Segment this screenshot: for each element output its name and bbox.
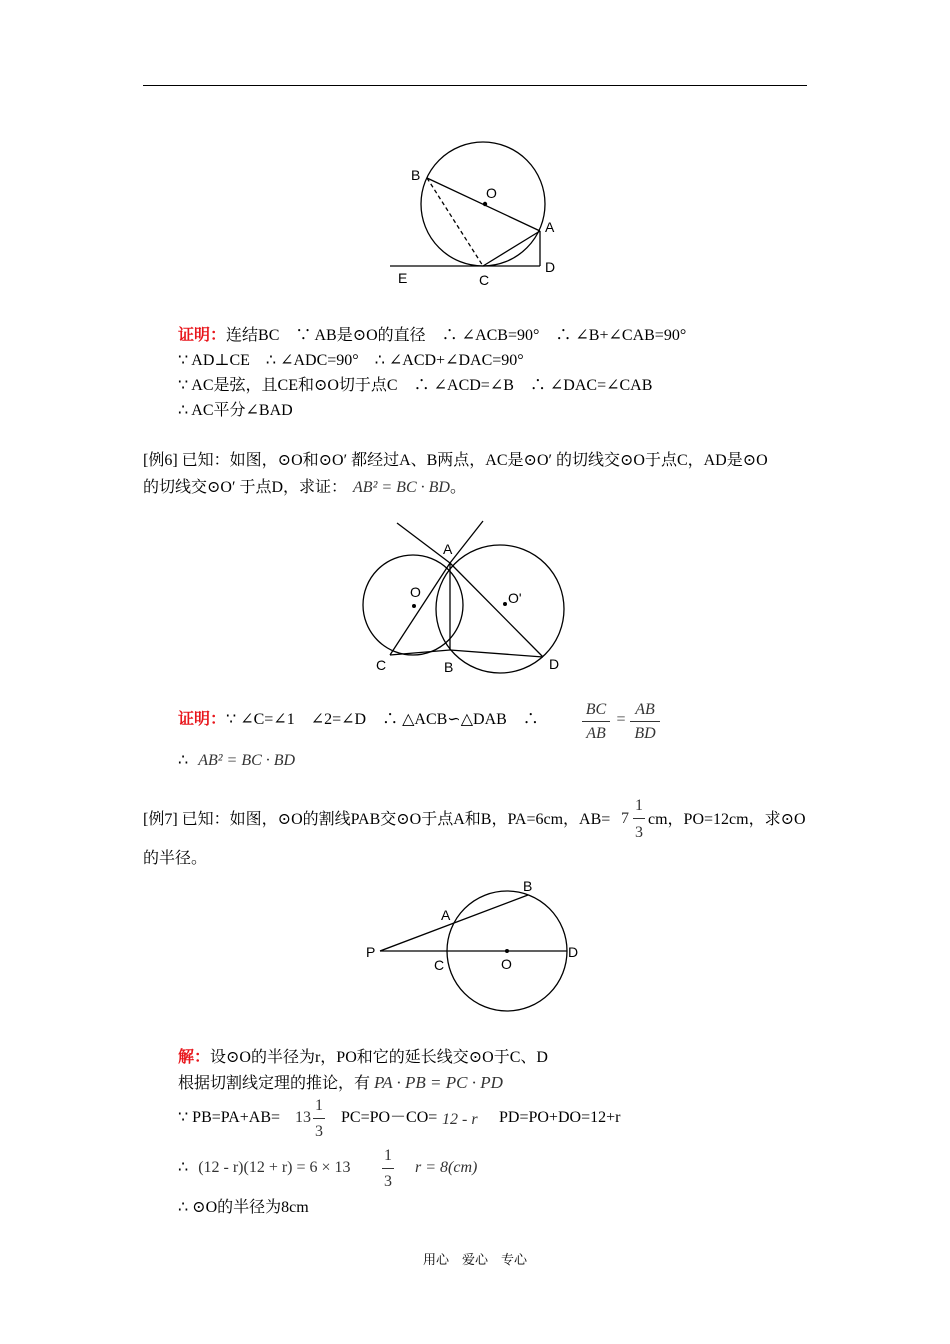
example7-ab-num: 1 [635, 797, 643, 814]
solution7-result: r = 8(cm) [415, 1159, 478, 1176]
fig3-label-o: O [501, 956, 512, 972]
fig1-label-b: B [411, 167, 421, 183]
fig1-label-o: O [486, 185, 497, 201]
proof6-frac2-bar [630, 721, 660, 722]
proof6-line-1: 证明：∵ ∠C=∠1 ∠2=∠D ∴ △ACB∽△DAB ∴ [178, 711, 539, 728]
fig2-label-d: D [549, 656, 560, 672]
solution7-line-3c: PD=PO+DO=12+r [499, 1109, 621, 1126]
header-rule [143, 85, 807, 86]
solution7-frac-den: 3 [384, 1173, 392, 1190]
fig3-label-c: C [434, 957, 445, 973]
solution7-line-4: ∴ (12 - r)(12 + r) = 6 × 13 [178, 1159, 351, 1176]
proof5-line-3: ∵ AC是弦，且CE和⊙O切于点C ∴ ∠ACD=∠B ∴ ∠DAC=∠CAB [178, 377, 653, 394]
proof5-line-4: ∴ AC平分∠BAD [178, 402, 293, 419]
proof6-frac2-den: BD [634, 725, 656, 742]
fig2-label-o-prime: O' [508, 590, 522, 606]
fig3-label-a: A [441, 907, 451, 923]
fig2-label-b: B [444, 659, 454, 675]
solution7-frac-num: 1 [384, 1147, 392, 1164]
proof6-eq: = [616, 711, 626, 728]
fig3-label-b: B [523, 878, 533, 894]
figure-2-two-circles [360, 515, 580, 680]
solution7-pb-num: 1 [315, 1097, 323, 1114]
solution7-pb-den: 3 [315, 1123, 323, 1140]
example7-line-1: [例7] 已知：如图，⊙O的割线PAB交⊙O于点A和B，PA=6cm，AB= [143, 811, 611, 828]
fig3-label-d: D [568, 944, 579, 960]
fig2-label-c: C [376, 657, 387, 673]
proof6-frac2-num: AB [635, 701, 655, 718]
fig1-label-a: A [545, 219, 555, 235]
example7-line-1-end: cm，PO=12cm，求⊙O [648, 811, 806, 828]
example6-line-2: 的切线交⊙O′ 于点D，求证： AB² = BC · BD。 [143, 479, 466, 496]
example7-ab-bar [633, 818, 645, 819]
proof5-line-1: 证明：连结BC ∵ AB是⊙O的直径 ∴ ∠ACB=90° ∴ ∠B+∠CAB=90° [178, 327, 687, 344]
proof6-frac1-num: BC [585, 701, 607, 718]
fig1-label-e: E [398, 270, 408, 286]
example7-line-2: 的半径。 [143, 850, 208, 867]
fig1-label-c: C [479, 272, 490, 288]
fig1-label-d: D [545, 259, 556, 275]
proof-label: 证明： [178, 327, 227, 344]
example7-ab-whole: 7 [621, 810, 629, 827]
figure-3-secant [362, 876, 587, 1013]
fig2-label-o: O [410, 584, 421, 600]
solution7-line-3a: ∵ PB=PA+AB= [178, 1109, 281, 1126]
proof6-frac1-den: AB [586, 725, 606, 742]
proof5-line-2: ∵ AD⊥CE ∴ ∠ADC=90° ∴ ∠ACD+∠DAC=90° [178, 352, 524, 369]
solution7-line-2: 根据切割线定理的推论，有 PA · PB = PC · PD [178, 1073, 503, 1092]
solution7-pb-whole: 13 [295, 1109, 311, 1126]
solution7-frac-bar [382, 1168, 394, 1169]
solution7-line-1: 解：设⊙O的半径为r，PO和它的延长线交⊙O于C、D [178, 1049, 548, 1066]
proof6-line-2: ∴ AB² = BC · BD [178, 752, 296, 769]
solution7-line-3b: PC=PO－CO= [341, 1109, 438, 1126]
page-footer: 用心 爱心 专心 [422, 1252, 527, 1267]
example6-formula: AB² = BC · BD [353, 479, 450, 496]
solution7-pb-bar [313, 1118, 325, 1119]
example7-ab-den: 3 [635, 824, 643, 841]
proof6-frac1-bar [582, 721, 610, 722]
figure-1-circle-tangent [385, 135, 575, 295]
fig3-label-p: P [366, 944, 376, 960]
example6-line-1: [例6] 已知：如图，⊙O和⊙O′ 都经过A、B两点，AC是⊙O′ 的切线交⊙O于点C，AD是⊙O [143, 452, 768, 469]
fig2-label-a: A [443, 541, 453, 557]
solution7-line-3-math: 12 - r [442, 1111, 478, 1128]
solution7-line-5: ∴ ⊙O的半径为8cm [178, 1199, 309, 1216]
